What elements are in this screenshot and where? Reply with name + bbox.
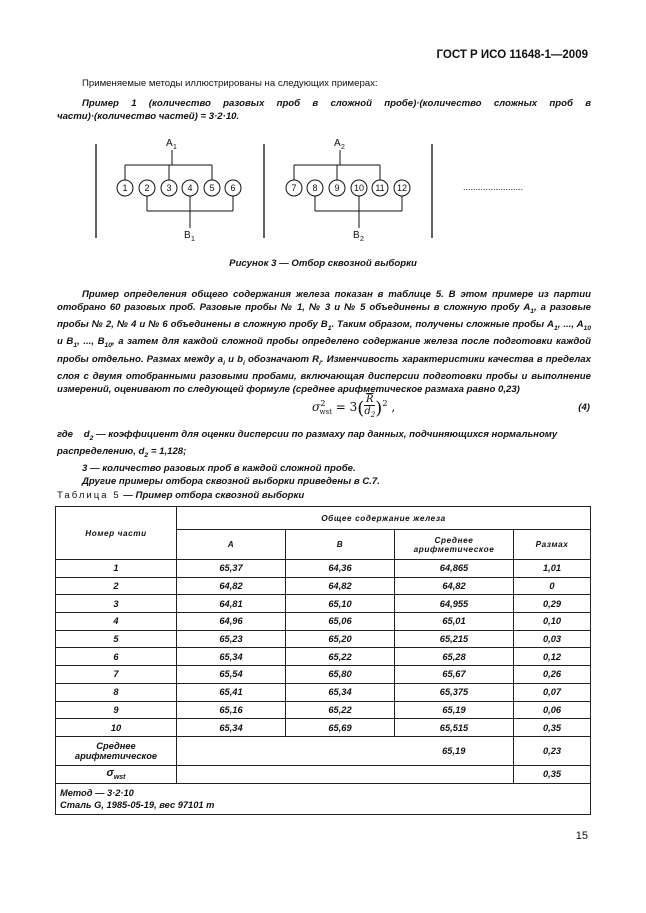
cell-a: 64,82 bbox=[177, 577, 286, 595]
cell-mean: 64,955 bbox=[395, 595, 514, 613]
cell-part: 9 bbox=[56, 701, 177, 719]
mean-value: 65,19 bbox=[395, 736, 514, 765]
table-5 bbox=[55, 506, 591, 815]
where-block: где $d_2$ — коэффициент для оценки дисперсии по размаху пар данных, подчиняющихся нормальному распределению, $d_2 = 1,128$; 3 — количество разовых проб в каждой сложной пробе. Другие примеры отбора сквозной выборки приведены в С.7. bbox=[57, 429, 558, 488]
cell-a: 65,34 bbox=[177, 648, 286, 666]
table-note: Метод — 3·2·10 Сталь G, 1985-05-19, вес 97101 т bbox=[56, 783, 591, 814]
circle-label: 5 bbox=[209, 183, 215, 193]
cell-mean: 64,82 bbox=[395, 577, 514, 595]
label-a1-sub: 1 bbox=[173, 144, 177, 151]
cell-b: 65,20 bbox=[286, 630, 395, 648]
sigma-label: $\sigma_{wst}$ bbox=[56, 765, 177, 783]
sigma-value: 0,35 bbox=[514, 765, 591, 783]
formula-4: $\sigma^2_{wst} = 3$( $\overline{R}$ $d_2)^2$ , (4) bbox=[312, 394, 590, 419]
circle-label: 6 bbox=[230, 183, 236, 193]
table-row bbox=[56, 613, 591, 631]
label-b2: B bbox=[353, 230, 360, 241]
cell-range: 0 bbox=[514, 577, 591, 595]
cell-mean: 65,375 bbox=[395, 683, 514, 701]
cell-part: 5 bbox=[56, 630, 177, 648]
cell-mean: 65,28 bbox=[395, 648, 514, 666]
cell-b: 65,34 bbox=[286, 683, 395, 701]
cell-b: 64,36 bbox=[286, 560, 395, 578]
paragraph-example: Пример определения общего содержания железа показан в таблице 5. В этом примере из партии отобрано 60 разовых проб. Разовые пробы № 1, № 3 и № 5 объединены в сложную пробу $A_1$, а разовые пробы № 2, № 4 и № 6 объединены в сложную пробу $B_1$. Таким образом, получены сложные пробы $A_1$, ..., $A_{10}$ и $B_1$, ..., $B_{10}$, а затем для каждой сложной пробы определено содержание железа после подготовки каждой пробы отдельно. Размах между $a_i$ и $b_i$ обозначают $R_i$. Изменчивость характеристики качества в пределах слоя с двумя отобранными разовыми пробами, включающая дисперсии подготовки пробы и выполнение измерений, оценивают по следующей формуле (среднее арифметическое размаха равно 0,23) bbox=[57, 289, 592, 395]
circle-label: 7 bbox=[291, 183, 297, 193]
cell-mean: 65,01 bbox=[395, 613, 514, 631]
label-a1: A bbox=[166, 138, 173, 149]
cell-b: 65,22 bbox=[286, 648, 395, 666]
table-row bbox=[56, 683, 591, 701]
circle-label: 9 bbox=[334, 183, 340, 193]
cell-mean: 65,19 bbox=[395, 701, 514, 719]
header-iron-content: Общее содержание железа bbox=[177, 507, 591, 530]
cell-part: 3 bbox=[56, 595, 177, 613]
cell-range: 0,06 bbox=[514, 701, 591, 719]
table-row bbox=[56, 595, 591, 613]
header-b: B bbox=[286, 530, 395, 560]
cell-a: 64,81 bbox=[177, 595, 286, 613]
circle-label: 8 bbox=[312, 183, 318, 193]
header-range: Размах bbox=[514, 530, 591, 560]
cell-b: 65,69 bbox=[286, 719, 395, 737]
cell-part: 4 bbox=[56, 613, 177, 631]
table-row bbox=[56, 701, 591, 719]
header-mean: Среднее арифметическое bbox=[395, 530, 514, 560]
table-row bbox=[56, 630, 591, 648]
cell-part: 8 bbox=[56, 683, 177, 701]
sample-circles-group-1 bbox=[117, 180, 241, 196]
circle-label: 3 bbox=[166, 183, 172, 193]
table-row bbox=[56, 648, 591, 666]
label-a2-sub: 2 bbox=[341, 144, 345, 151]
cell-a: 65,41 bbox=[177, 683, 286, 701]
circle-label: 12 bbox=[396, 183, 408, 193]
cell-a: 64,96 bbox=[177, 613, 286, 631]
circle-label: 10 bbox=[353, 183, 365, 193]
cell-a: 65,23 bbox=[177, 630, 286, 648]
figure-caption: Рисунок 3 — Отбор сквозной выборки bbox=[229, 258, 417, 269]
cell-part: 6 bbox=[56, 648, 177, 666]
circle-label: 2 bbox=[144, 183, 150, 193]
mean-range: 0,23 bbox=[514, 736, 591, 765]
label-b1: B bbox=[184, 230, 191, 241]
cell-part: 1 bbox=[56, 560, 177, 578]
table-row bbox=[56, 719, 591, 737]
cell-b: 65,06 bbox=[286, 613, 395, 631]
cell-range: 0,10 bbox=[514, 613, 591, 631]
label-b1-sub: 1 bbox=[191, 236, 195, 243]
cell-mean: 65,67 bbox=[395, 666, 514, 684]
document-code: ГОСТ Р ИСО 11648-1—2009 bbox=[436, 49, 588, 61]
cell-b: 65,10 bbox=[286, 595, 395, 613]
cell-range: 0,07 bbox=[514, 683, 591, 701]
cell-mean: 64,865 bbox=[395, 560, 514, 578]
cell-part: 7 bbox=[56, 666, 177, 684]
label-a2: A bbox=[334, 138, 341, 149]
header-a: A bbox=[177, 530, 286, 560]
cell-part: 2 bbox=[56, 577, 177, 595]
table-row bbox=[56, 666, 591, 684]
circle-label: 1 bbox=[122, 183, 128, 193]
cell-range: 0,03 bbox=[514, 630, 591, 648]
mean-label: Среднее арифметическое bbox=[56, 736, 177, 765]
cell-a: 65,16 bbox=[177, 701, 286, 719]
cell-part: 10 bbox=[56, 719, 177, 737]
cell-range: 0,26 bbox=[514, 666, 591, 684]
circle-label: 4 bbox=[187, 183, 193, 193]
cell-b: 64,82 bbox=[286, 577, 395, 595]
cell-a: 65,37 bbox=[177, 560, 286, 578]
cell-a: 65,54 bbox=[177, 666, 286, 684]
cell-range: 0,29 bbox=[514, 595, 591, 613]
label-b2-sub: 2 bbox=[360, 236, 364, 243]
header-part-number: Номер части bbox=[56, 507, 177, 560]
page-number: 15 bbox=[575, 830, 588, 842]
formula-number: (4) bbox=[578, 402, 590, 413]
cell-range: 0,12 bbox=[514, 648, 591, 666]
cell-range: 0,35 bbox=[514, 719, 591, 737]
table-row bbox=[56, 577, 591, 595]
cell-b: 65,80 bbox=[286, 666, 395, 684]
cell-mean: 65,515 bbox=[395, 719, 514, 737]
sample-circles-group-2 bbox=[286, 180, 410, 196]
cell-a: 65,34 bbox=[177, 719, 286, 737]
table-row bbox=[56, 560, 591, 578]
example-1: Пример 1 (количество разовых проб в сложной пробе)·(количество сложных проб в части)·(количество частей) = 3·2·10. bbox=[57, 98, 591, 123]
figure-sampling-diagram bbox=[0, 130, 646, 254]
figure-ellipsis: ........................ bbox=[463, 182, 524, 192]
cell-range: 1,01 bbox=[514, 560, 591, 578]
circle-label: 11 bbox=[375, 183, 385, 193]
cell-b: 65,22 bbox=[286, 701, 395, 719]
intro-text: Применяемые методы иллюстрированы на следующих примерах: bbox=[82, 78, 378, 89]
table-caption: Таблица 5 — Пример отбора сквозной выборки bbox=[57, 490, 305, 501]
cell-mean: 65,215 bbox=[395, 630, 514, 648]
